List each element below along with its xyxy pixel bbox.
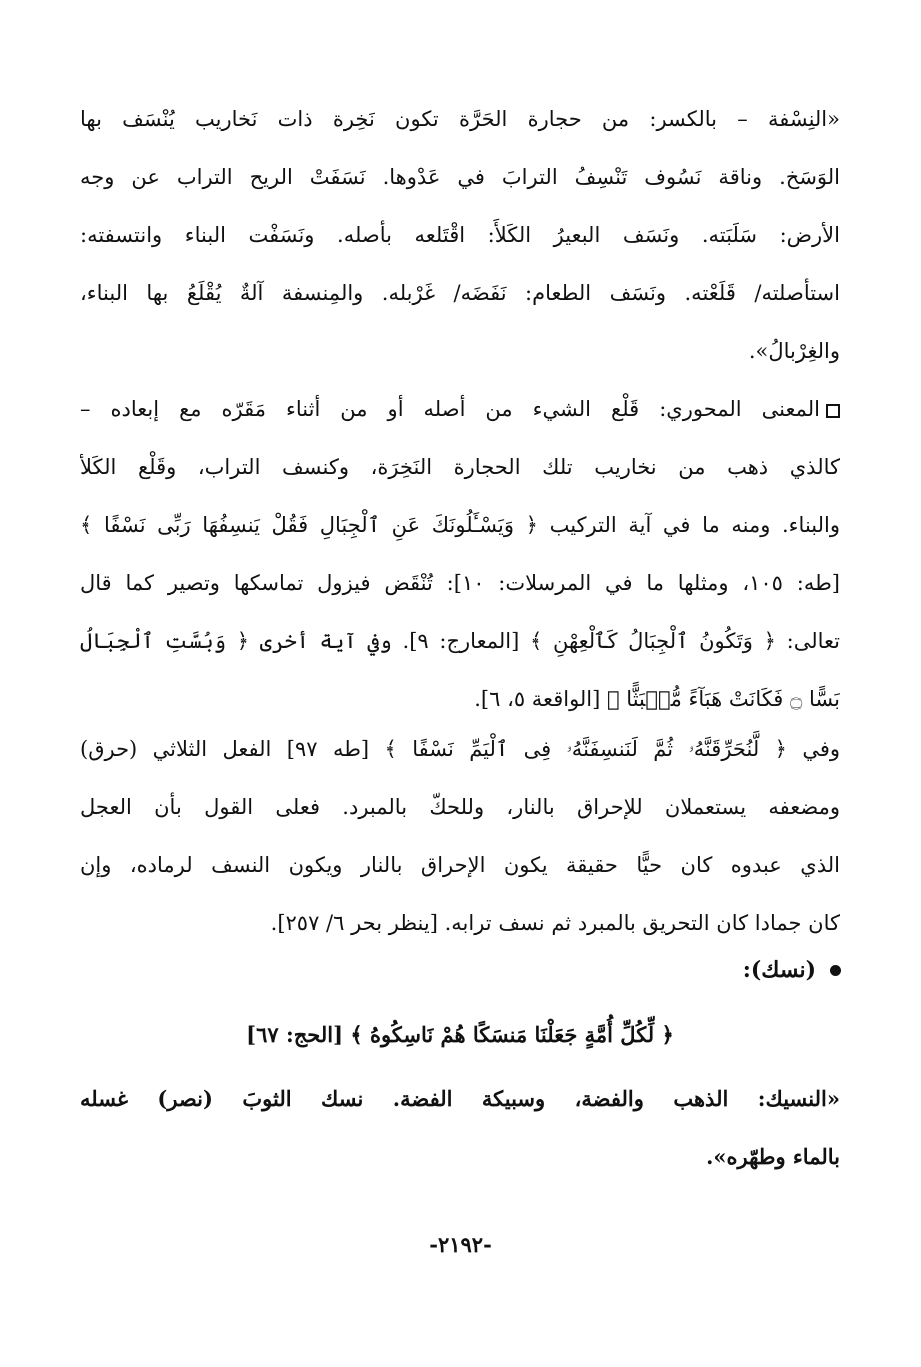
- square-box-icon: [826, 404, 840, 418]
- core-meaning-line: تعالى: ﴿ وَتَكُونُ ٱلْجِبَالُ كَٱلْعِهْنِ ﴾ [المعارج: ٩]. وفي آية أخرى ﴿ وَبُسَّتِ ٱلْجِبَالُ: [80, 629, 840, 653]
- definition-line: استأصلته/ قَلَعْته. ونَسَف الطعام: نَفَضَه/ غَرْبله. والمِنسفة آلةٌ يُقْلَعُ بها البناء،: [80, 281, 840, 305]
- nasik-line: «النسيك: الذهب والفضة، وسبيكة الفضة. نسك الثوبَ (نصر) غسله: [80, 1086, 840, 1111]
- example-paragraph: [80, 720, 840, 952]
- nasik-definition-paragraph: [80, 1070, 840, 1186]
- core-meaning-line: كالذي ذهب من نخاريب تلك الحجارة النَخِرَة، وكنسف التراب، وقَلْع الكَلأ: [80, 455, 840, 479]
- core-meaning-paragraph: [80, 380, 840, 728]
- quran-verse: ﴿ لِّكُلِّ أُمَّةٍ جَعَلْنَا مَنسَكًا هُمْ نَاسِكُوهُ ﴾ [الحج: ٦٧]: [246, 1022, 674, 1047]
- example-line: ومضعفه يستعملان للإحراق بالنار، وللحكّ بالمبرد. فعلى القول بأن العجل: [80, 795, 840, 819]
- example-line: وفي ﴿ لَّنُحَرِّقَنَّهُۥ ثُمَّ لَنَنسِفَنَّهُۥ فِى ٱلْيَمِّ نَسْفًا ﴾ [طه ٩٧] الفعل الثلاثي (حرق): [80, 737, 840, 761]
- bullet-icon: [830, 965, 841, 976]
- core-meaning-line: [طه: ١٠٥، ومثلها ما في المرسلات: ١٠]: تُنْقَض فيزول تماسكها وتصير كما قال: [80, 571, 840, 595]
- definition-line: الأرض: سَلَبَته. ونَسَف البعيرُ الكَلأَ: اقْتَلعه بأصله. ونَسَفْت البناء وانتسفته:: [80, 223, 840, 247]
- example-line: الذي عبدوه كان حيًّا حقيقة يكون الإحراق بالنار ويكون النسف لرماده، وإن: [80, 853, 840, 877]
- example-line: كان جمادا كان التحريق بالمبرد ثم نسف ترابه. [ينظر بحر ٦/ ٢٥٧].: [270, 911, 840, 935]
- core-meaning-line: والبناء. ومنه ما في آية التركيب ﴿ وَيَسْـَٔلُونَكَ عَنِ ٱلْجِبَالِ فَقُلْ يَنسِفُهَا رَبِّى نَسْفًا ﴾: [80, 513, 840, 537]
- entry-heading-text: (نسك):: [742, 957, 816, 983]
- definition-line: الوَسَخ. وناقة نَسُوف تَنْسِفُ الترابَ في عَدْوها. نَسَفَتْ الريح التراب عن وجه: [80, 165, 840, 189]
- core-meaning-first-line-text: المعنى المحوري: قَلْع الشيء من أصله أو من أثناء مَقَرّه مع إبعاده –: [80, 397, 820, 421]
- definition-paragraph: [80, 90, 840, 380]
- entry-heading: [743, 950, 841, 990]
- definition-line: «النِسْفة – بالكسر: من حجارة الحَرَّة تكون نَخِرة ذات نَخاريب يُنْسَف بها: [80, 107, 840, 131]
- core-meaning-line: [80, 380, 840, 438]
- definition-line: والغِرْبالُ».: [748, 339, 840, 363]
- core-meaning-line: بَسًّا ۝ فَكَانَتْ هَبَآءً مُّنۢبَثًّا ﴾ [الواقعة ٥، ٦].: [474, 687, 840, 711]
- nasik-line: بالماء وطهّره».: [706, 1144, 840, 1169]
- page-number: -٢١٩٢-: [429, 1232, 492, 1257]
